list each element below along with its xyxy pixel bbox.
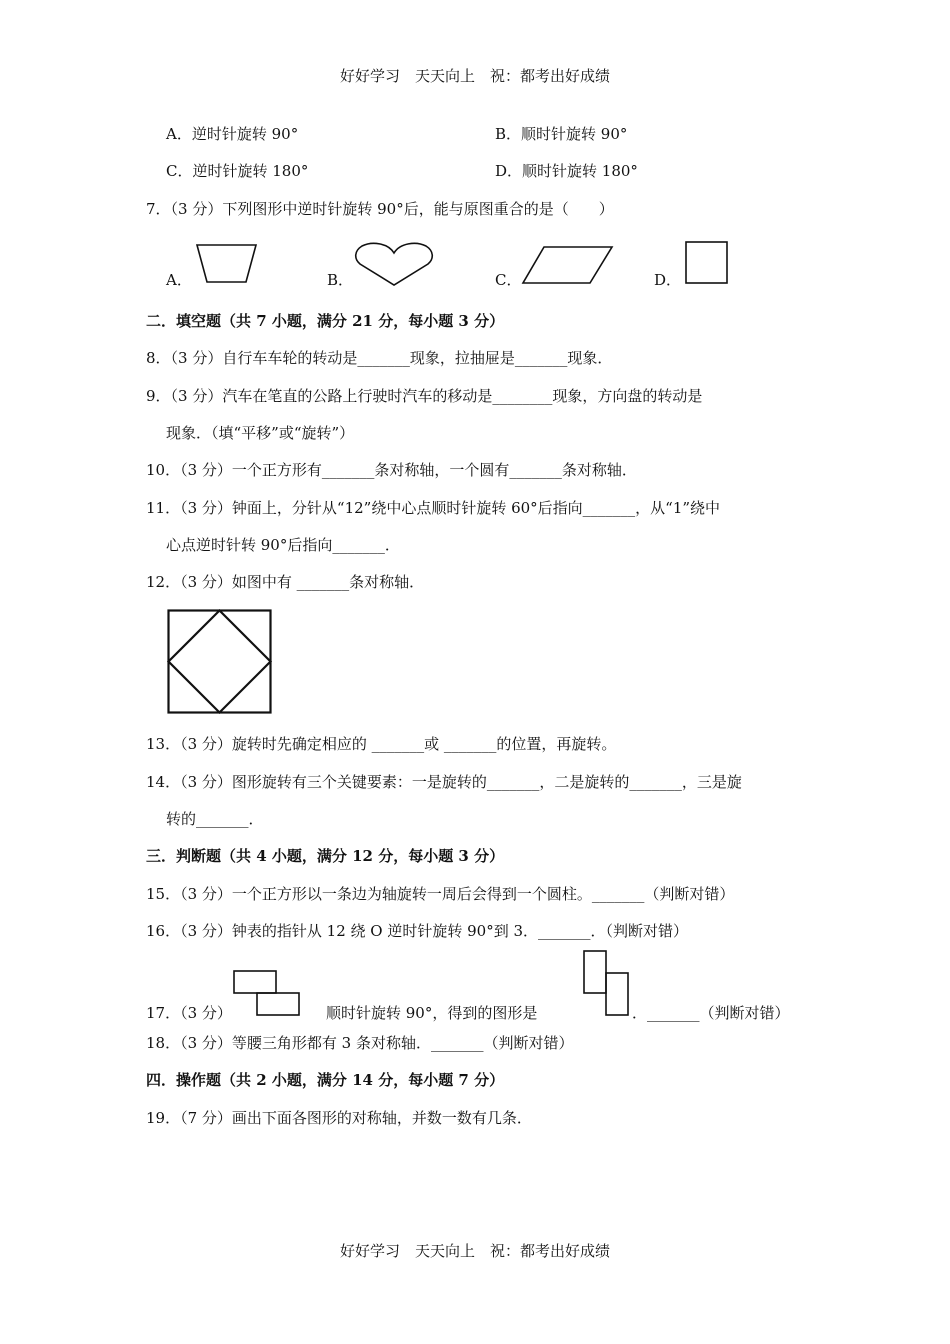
question-19: 19．（7 分）画出下面各图形的对称轴，并数一数有几条． [146, 1109, 532, 1127]
question-13: 13．（3 分）旋转时先确定相应的 _______或 _______的位置，再旋转。 [146, 735, 617, 753]
question-8: 8．（3 分）自行车车轮的转动是_______现象，拉抽屉是_______现象． [146, 349, 613, 367]
q7-label-a: A． [166, 271, 192, 289]
page-header: 好好学习 天天向上 祝：都考出好成绩 [339, 67, 610, 85]
section-2-title: 二．填空题（共 7 小题，满分 21 分，每小题 3 分） [146, 312, 505, 330]
q17-figure-original [233, 970, 301, 1018]
q6-option-c: C．逆时针旋转 180° [166, 162, 309, 180]
q7-figure-trapezoid [196, 243, 258, 285]
question-9-line-1: 9．（3 分）汽车在笔直的公路上行驶时汽车的移动是________现象，方向盘的转动是 [146, 387, 703, 405]
q17-figure-rotated [583, 950, 633, 1018]
q6-option-d: D．顺时针旋转 180° [495, 162, 638, 180]
question-17-prefix: 17．（3 分） [146, 1004, 232, 1022]
q7-label-b: B． [327, 271, 354, 289]
q7-figure-square [685, 241, 729, 285]
question-12: 12．（3 分）如图中有 _______条对称轴． [146, 573, 425, 591]
question-11-line-2: 心点逆时针转 90°后指向_______． [166, 536, 400, 554]
q7-label-d: D． [654, 271, 682, 289]
page-footer: 好好学习 天天向上 祝：都考出好成绩 [339, 1242, 610, 1260]
q12-figure-square-with-diamond [167, 609, 273, 715]
q7-figure-parallelogram [522, 245, 614, 285]
question-14-line-1: 14．（3 分）图形旋转有三个关键要素：一是旋转的_______，二是旋转的_______，三是旋 [146, 773, 742, 791]
question-17-suffix: ．_______（判断对错） [632, 1004, 790, 1022]
question-15: 15．（3 分）一个正方形以一条边为轴旋转一周后会得到一个圆柱。_______（判断对错） [146, 885, 735, 903]
q6-option-b: B．顺时针旋转 90° [495, 125, 628, 143]
question-7: 7．（3 分）下列图形中逆时针旋转 90°后，能与原图重合的是（ ） [146, 200, 614, 218]
question-14-line-2: 转的_______． [166, 810, 264, 828]
section-3-title: 三．判断题（共 4 小题，满分 12 分，每小题 3 分） [146, 847, 505, 865]
question-11-line-1: 11．（3 分）钟面上，分针从“12”绕中心点顺时针旋转 60°后指向_______，从“1”绕中 [146, 499, 721, 517]
question-17-middle: 顺时针旋转 90°，得到的图形是 [326, 1004, 538, 1022]
q6-option-a: A．逆时针旋转 90° [166, 125, 299, 143]
question-9-line-2: 现象．（填“平移”或“旋转”） [166, 424, 355, 442]
question-16: 16．（3 分）钟表的指针从 12 绕 O 逆时针旋转 90°到 3．_______．（判断对错） [146, 922, 689, 940]
question-10: 10．（3 分）一个正方形有_______条对称轴，一个圆有_______条对称轴． [146, 461, 637, 479]
q7-figure-heart [354, 243, 436, 287]
q7-label-c: C． [495, 271, 522, 289]
question-18: 18．（3 分）等腰三角形都有 3 条对称轴．_______（判断对错） [146, 1034, 574, 1052]
section-4-title: 四．操作题（共 2 小题，满分 14 分，每小题 7 分） [146, 1071, 505, 1089]
